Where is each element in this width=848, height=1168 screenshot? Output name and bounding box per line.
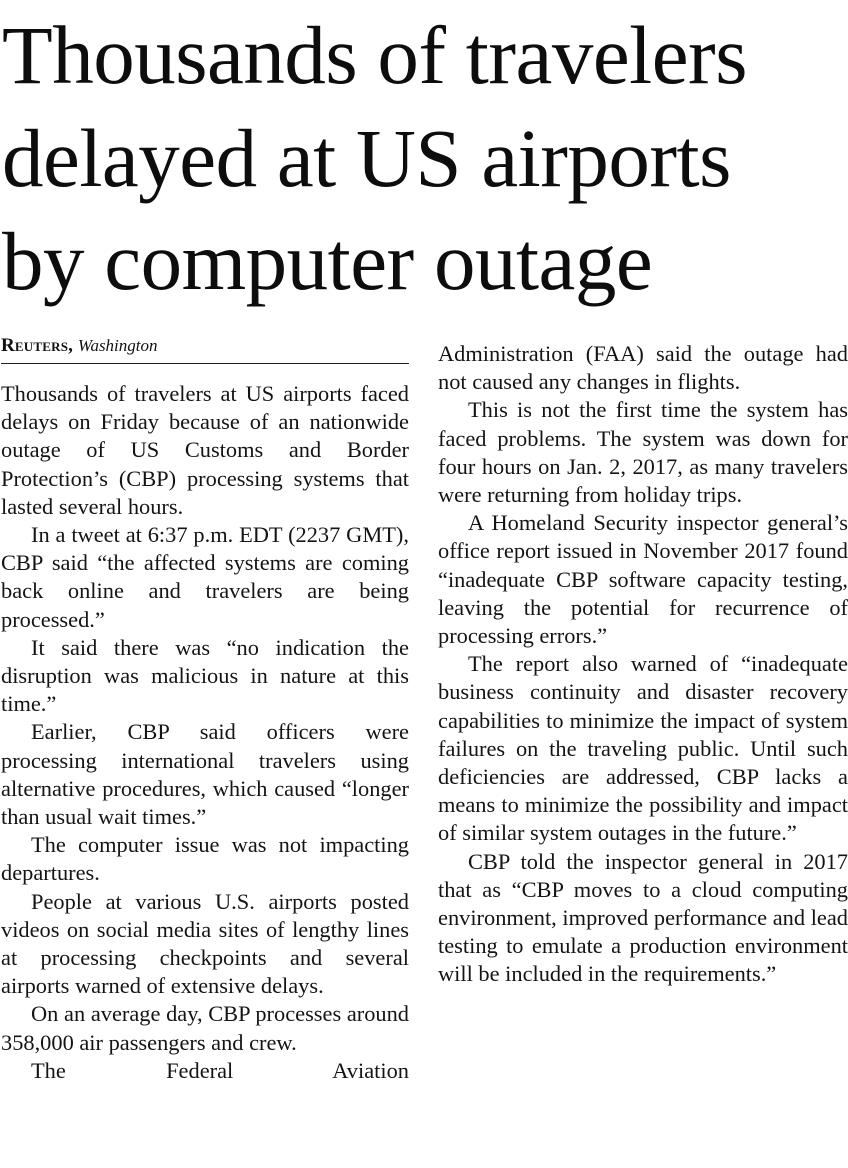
headline-line: delayed at US airports <box>2 112 731 204</box>
paragraph: Thousands of travelers at US airports faced delays on Friday because of an nationwide outage of US Customs and Border Protection’s (CBP) processing systems that lasted several hours. <box>1 381 409 519</box>
headline-line: by computer outage <box>2 215 653 307</box>
paragraph: This is not the first time the system has faced problems. The system was down for four hours on Jan. 2, 2017, as many travelers were returning from holiday trips. <box>438 397 848 508</box>
paragraph: It said there was “no indication the disruption was malicious in nature at this time.” <box>1 634 409 717</box>
paragraph: The Federal Aviation <box>31 1057 409 1083</box>
headline-line: Thousands of travelers <box>2 9 747 101</box>
paragraph: Administration (FAA) said the outage had not caused any changes in flights. <box>438 341 848 395</box>
paragraph: The report also warned of “inadequate business continuity and disaster recovery capabilities to minimize the impact of system failures on the traveling public. Until such deficiencies are addressed, CBP lacks a means to minimize the possibility and impact of similar system outages in the future.” <box>438 651 848 846</box>
article-column-left <box>1 380 409 1085</box>
article-column-right <box>438 340 848 989</box>
byline-dateline: Washington <box>77 336 158 355</box>
byline <box>1 333 409 364</box>
paragraph: A Homeland Security inspector general’s office report issued in November 2017 found “inadequate CBP software capacity testing, leaving the potential for recurrence of processing errors.” <box>438 510 848 649</box>
paragraph: On an average day, CBP processes around 358,000 air passengers and crew. <box>1 1001 409 1055</box>
paragraph: CBP told the inspector general in 2017 that as “CBP moves to a cloud computing environment, improved performance and lead testing to emulate a production environment will be included in the requirements.” <box>438 848 848 987</box>
paragraph: People at various U.S. airports posted videos on social media sites of lengthy lines at processing checkpoints and several airports warned of extensive delays. <box>1 888 409 999</box>
headline <box>2 4 848 313</box>
paragraph: The computer issue was not impacting departures. <box>1 832 409 886</box>
byline-agency: Reuters, <box>1 335 74 356</box>
paragraph: In a tweet at 6:37 p.m. EDT (2237 GMT), CBP said “the affected systems are coming back online and travelers are being processed.” <box>1 522 409 632</box>
paragraph: Earlier, CBP said officers were processing international travelers using alternative procedures, which caused “longer than usual wait times.” <box>1 719 409 830</box>
